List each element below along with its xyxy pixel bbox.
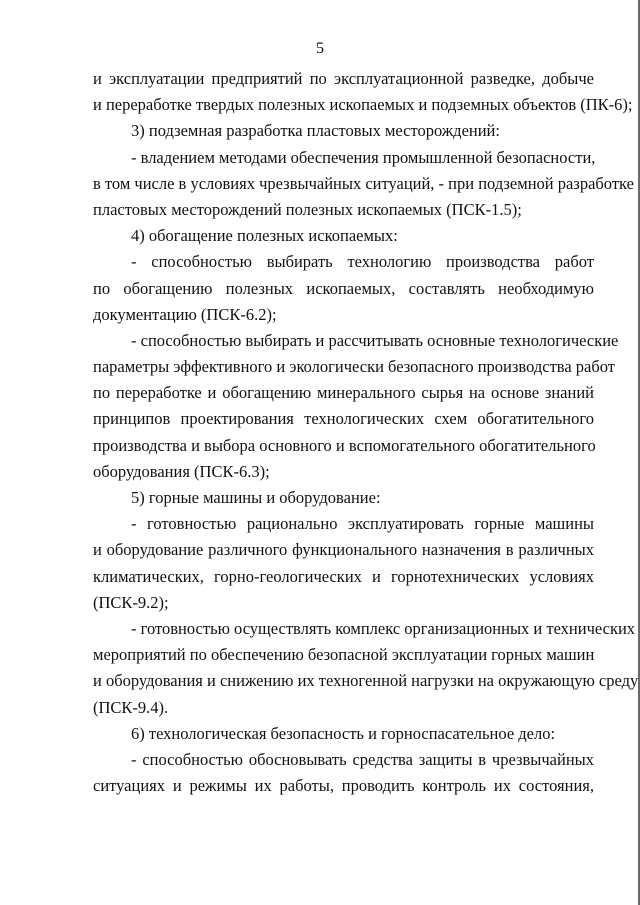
text-line: 5) горные машины и оборудование: bbox=[131, 488, 381, 507]
text-line: - способностью выбирать и рассчитывать основные технологические bbox=[131, 330, 619, 350]
text-line: и оборудование различного функционального назначения в различных bbox=[93, 540, 594, 560]
text-line: 3) подземная разработка пластовых месторождений: bbox=[131, 121, 500, 141]
text-line: документацию (ПСК-6.2); bbox=[93, 304, 277, 324]
text-line: и оборудования и снижению их техногенной нагрузки на окружающую среду bbox=[93, 671, 639, 691]
text-line: (ПСК-9.4). bbox=[93, 697, 169, 717]
page-number: 5 bbox=[316, 40, 324, 57]
text-line: (ПСК-9.2); bbox=[93, 592, 169, 612]
text-line: принципов проектирования технологических схем обогатительного bbox=[93, 409, 594, 429]
text-line: - владением методами обеспечения промышленной безопасности, bbox=[131, 147, 596, 167]
text-line: 4) обогащение полезных ископаемых: bbox=[131, 226, 398, 246]
text-line: - готовностью осуществлять комплекс организационных и технических bbox=[131, 618, 636, 638]
text-line: производства и выбора основного и вспомогательного обогатительного bbox=[93, 435, 596, 455]
text-line: - способностью обосновывать средства защиты в чрезвычайных bbox=[131, 749, 594, 769]
text-line: по переработке и обогащению минерального сырья на основе знаний bbox=[93, 383, 594, 403]
text-line: параметры эффективного и экологически безопасного производства работ bbox=[93, 357, 616, 377]
text-line: и эксплуатации предприятий по эксплуатационной разведке, добыче bbox=[93, 69, 594, 88]
text-line: пластовых месторождений полезных ископаемых (ПСК-1.5); bbox=[93, 199, 522, 219]
text-line: по обогащению полезных ископаемых, составлять необходимую bbox=[93, 278, 594, 298]
text-line: и переработке твердых полезных ископаемых и подземных объектов (ПК-6); bbox=[93, 95, 633, 115]
text-line: - способностью выбирать технологию производства работ bbox=[131, 252, 594, 272]
text-line: в том числе в условиях чрезвычайных ситуаций, - при подземной разработке bbox=[93, 173, 634, 193]
text-line: 6) технологическая безопасность и горноспасательное дело: bbox=[131, 723, 556, 743]
text-line: ситуациях и режимы их работы, проводить контроль их состояния, bbox=[93, 776, 594, 796]
text-line: - готовностью рационально эксплуатировать горные машины bbox=[131, 514, 594, 534]
document-body bbox=[93, 66, 639, 799]
text-line: оборудования (ПСК-6.3); bbox=[93, 461, 270, 481]
text-line: мероприятий по обеспечению безопасной эксплуатации горных машин bbox=[93, 645, 595, 665]
text-line: климатических, горно-геологических и горнотехнических условиях bbox=[93, 566, 594, 586]
